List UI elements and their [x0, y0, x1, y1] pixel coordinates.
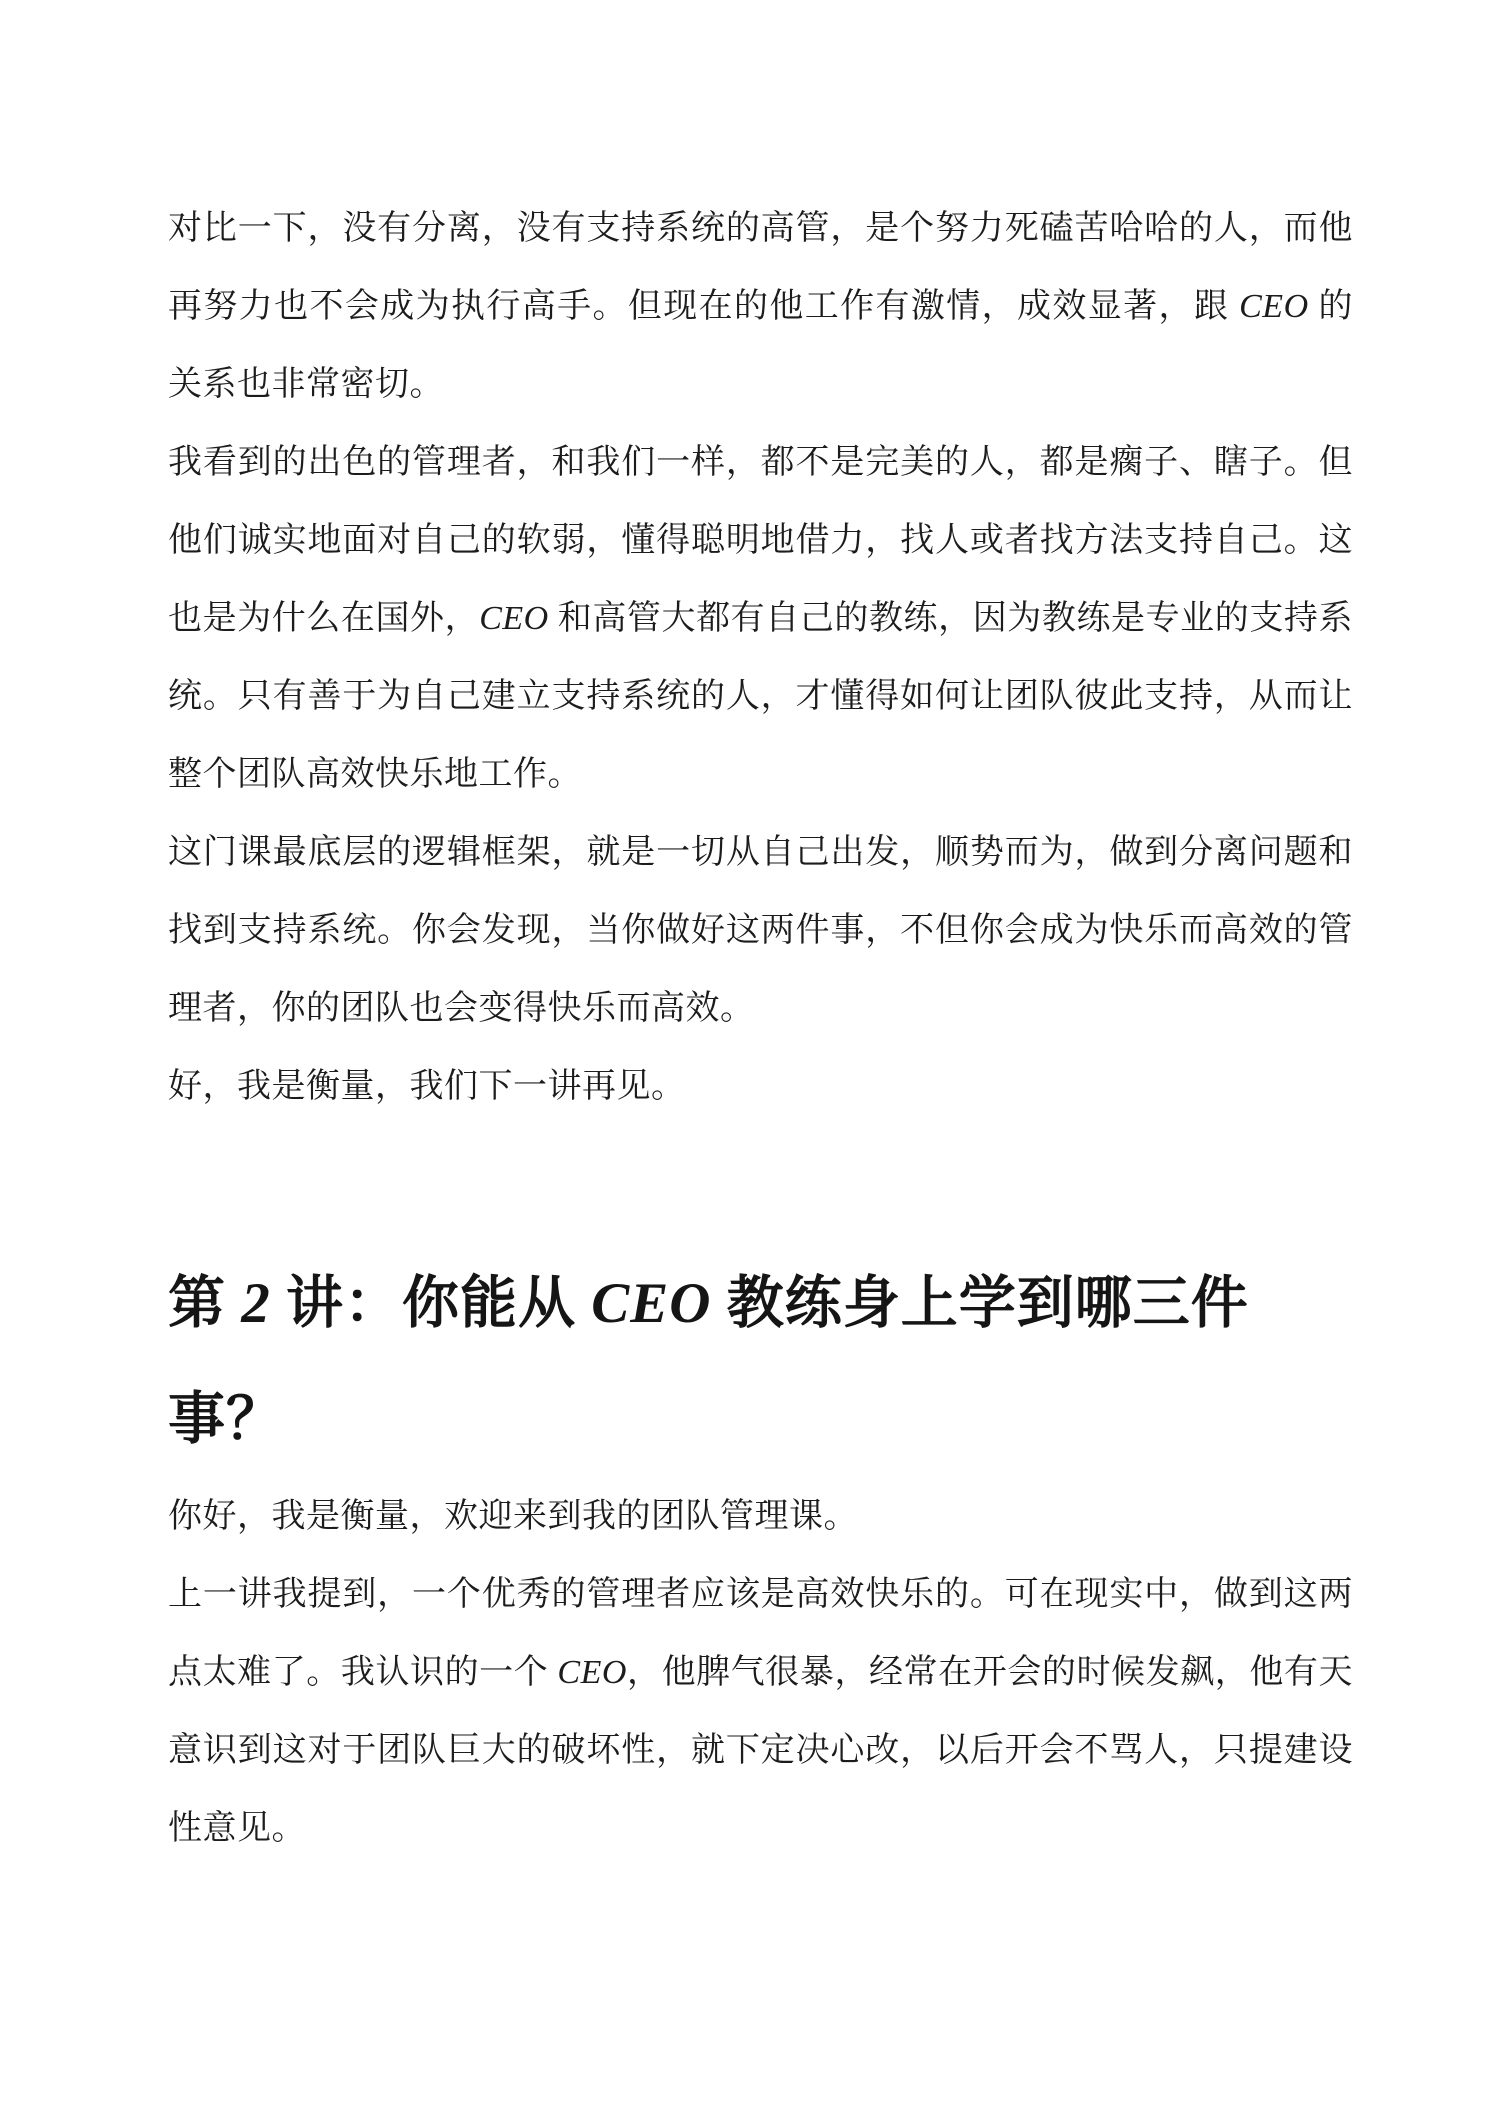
section-heading-lecture-2: 第 2 讲：你能从 CEO 教练身上学到哪三件事？ — [168, 1272, 1249, 1451]
paragraph-closing: 好，我是衡量，我们下一讲再见。 — [168, 1068, 686, 1105]
paragraph-greeting: 你好，我是衡量，欢迎来到我的团队管理课。 — [168, 1498, 858, 1535]
paragraph-ceo-temper-story: 上一讲我提到，一个优秀的管理者应该是高效快乐的。可在现实中，做到这两点太难了。我认识的一个 CEO，他脾气很暴，经常在开会的时候发飙，他有天意识到这对于团队巨大的破坏性，就下定决心改，以后开会不骂人，只提建设性意见。 — [168, 1576, 1354, 1847]
paragraph-great-managers: 我看到的出色的管理者，和我们一样，都不是完美的人，都是瘸子、瞎子。但他们诚实地面对自己的软弱，懂得聪明地借力，找人或者找方法支持自己。这也是为什么在国外，CEO 和高管大都有自己的教练，因为教练是专业的支持系统。只有善于为自己建立支持系统的人，才懂得如何让团队彼此支持，从而让整个团队高效快乐地工作。 — [168, 444, 1353, 793]
paragraph-course-logic: 这门课最底层的逻辑框架，就是一切从自己出发，顺势而为，做到分离问题和找到支持系统。你会发现，当你做好这两件事，不但你会成为快乐而高效的管理者，你的团队也会变得快乐而高效。 — [168, 834, 1353, 1027]
paragraph-contrast-executive: 对比一下，没有分离，没有支持系统的高管，是个努力死磕苦哈哈的人，而他再努力也不会成为执行高手。但现在的他工作有激情，成效显著，跟 CEO 的关系也非常密切。 — [168, 210, 1353, 403]
